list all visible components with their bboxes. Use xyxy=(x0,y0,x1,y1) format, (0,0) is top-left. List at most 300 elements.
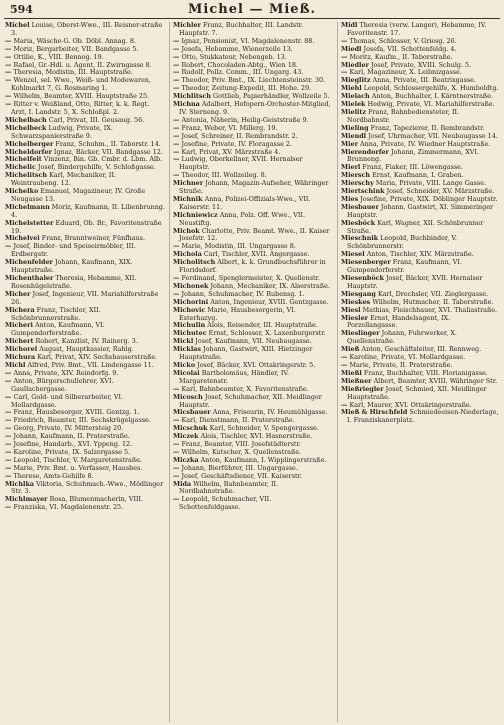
entry-details: Franz, Beamter, VIII. Josefstädterstr. xyxy=(181,440,301,449)
directory-entry xyxy=(173,101,333,117)
entry-details: Josef, Kaufmann, VII. Neubaugasse. xyxy=(195,337,312,346)
entry-details: Adalbert, Hofopern-Orchester-Mitglied, IV. Sterneng. 9. xyxy=(179,100,331,116)
entry-details: Friedrich, Beamter, III. Sechskrügelgasse. xyxy=(13,416,151,425)
entry-details: Josef, Schuhmacher, XII. Meidlinger Hauptstr. xyxy=(179,392,322,409)
entry-details: Moriz, Bergarbeiter, VII. Bandgasse 5. xyxy=(13,44,139,53)
entry-surname: Mielitz xyxy=(341,107,367,116)
entry-surname: Michelvei xyxy=(5,234,40,243)
entry-surname: Micholitsch xyxy=(173,258,216,267)
entry-surname: — xyxy=(5,100,12,109)
entry-surname: Michlmayer xyxy=(5,495,48,504)
entry-surname: Miesbauer xyxy=(341,202,379,211)
entry-details: Josef, Schneider, XV. Märzstraße. xyxy=(386,187,495,196)
directory-column-3 xyxy=(337,22,501,722)
entry-surname: Mießl xyxy=(341,368,362,377)
entry-surname: — xyxy=(173,36,180,45)
entry-details: Wilhelm, Bahnbeamter, II. Nordbahnstraße. xyxy=(179,479,279,496)
entry-details: Ernst, Schlosser, X. Laxenburgerstr. xyxy=(208,329,326,338)
directory-entry xyxy=(341,259,501,275)
entry-details: Johann, Mechaniker, IX. Alserstraße. xyxy=(210,281,330,290)
entry-surname: Miczka xyxy=(173,455,199,464)
entry-surname: — xyxy=(5,503,12,512)
entry-surname: — xyxy=(173,463,180,472)
entry-surname: Miczek xyxy=(173,432,199,441)
entry-surname: Michulin xyxy=(173,321,206,330)
entry-surname: Michelfeit xyxy=(5,155,42,164)
entry-surname: Mida xyxy=(173,479,192,488)
entry-details: Anton, Tischler, XIV. Märzstraße. xyxy=(366,250,474,259)
entry-details: Leopold, Schuhmacher, VII. Schottenfeldgasse. xyxy=(179,495,272,512)
entry-surname: — xyxy=(173,131,180,140)
entry-surname: Miesel xyxy=(341,250,365,259)
directory-entry xyxy=(5,188,165,204)
entry-details: Moritz, Kaufm., II. Taborstraße. xyxy=(349,52,453,61)
entry-details: Ignaz, Bäcker, VII. Bandgasse 12. xyxy=(53,147,163,156)
directory-entry xyxy=(5,125,165,141)
entry-details: Karl, Bahnbeamter, X. Favoritenstraße. xyxy=(181,384,309,393)
entry-details: Johann, Kaufmann, XIX. Hauptstraße. xyxy=(11,258,133,275)
entry-details: Josef, Uhrmacher, VII. Neubaugasse 14. xyxy=(368,131,498,140)
entry-details: Anna, Private, III. Beatrixgasse. xyxy=(372,76,476,85)
entry-surname: — xyxy=(5,416,12,425)
entry-details: Hedwig, Private, VI. Mariahilferstraße. xyxy=(367,100,495,109)
entry-surname: Michert xyxy=(5,337,34,346)
directory-entry xyxy=(341,109,501,125)
entry-details: Ernst, Handelsagent, IX. Porzellangasse. xyxy=(347,313,451,330)
entry-surname: — xyxy=(5,92,12,101)
entry-details: Wilhelm, Kutscher, X. Quellenstraße. xyxy=(181,447,302,456)
entry-details: Josef, Geschäftsdiener, VII. Kaiserstr. xyxy=(181,471,302,480)
directory-entry xyxy=(5,101,165,117)
entry-surname: Michenfelder xyxy=(5,258,53,267)
entry-details: Franz, Hausbesorger, XVIII. Gentzg. 1. xyxy=(13,408,140,417)
entry-surname: Miedl xyxy=(341,44,362,53)
entry-surname: Michola xyxy=(173,250,202,259)
entry-details: Viktoria, Schuhmach.-Wwe., Mödlinger Str. 3. xyxy=(11,479,164,496)
entry-details: Franz, Branntweiner, Fünfhaus. xyxy=(41,234,145,243)
entry-surname: Miesler xyxy=(341,313,369,322)
entry-surname: Mieschnik xyxy=(341,234,379,243)
entry-details: Charlotte, Priv. Beamt. Wwe., II. Kaiser Josefstr. 12. xyxy=(179,226,330,243)
entry-details: Anton, Bürgerschullehrer, XVI. Gaullachergasse. xyxy=(11,376,114,393)
entry-details: Anton, Geschäftsleiter, III. Rennweg. xyxy=(361,345,482,354)
entry-surname: — xyxy=(5,68,12,77)
entry-details: Ignaz, Pensionist, VI. Magdalenenstr. 88. xyxy=(181,36,315,45)
entry-surname: — xyxy=(5,368,12,377)
entry-details: Carl, Gold- und Silberarbeiter, VI. Mollardgasse. xyxy=(11,392,124,409)
entry-surname: — xyxy=(173,289,180,298)
entry-surname: — xyxy=(5,52,12,61)
entry-details: Eduard, Ob. Br., Favoritenstraße 19. xyxy=(11,218,162,235)
entry-surname: Mierendorfer xyxy=(341,147,389,156)
entry-details: Franziska, VI. Magdalenenstr. 25. xyxy=(13,503,124,512)
entry-surname: Miesböck xyxy=(341,218,376,227)
entry-surname: — xyxy=(5,424,12,433)
entry-details: Theresia (verw. Langer), Hebamme, IV. Favoritenstr. 17. xyxy=(347,22,487,37)
entry-surname: Mieß xyxy=(341,345,360,354)
entry-surname: Micsbauer xyxy=(173,408,211,417)
entry-surname: Michelitsch xyxy=(5,171,48,180)
directory-entry xyxy=(173,259,333,275)
entry-details: Thomas, Schlosser, V. Griesg. 26. xyxy=(349,36,457,45)
entry-details: Alfred, Priv. Bmt., VII. Lindengasse 11. xyxy=(27,360,154,369)
entry-surname: — xyxy=(341,400,348,409)
directory-entry xyxy=(173,156,333,172)
entry-surname: Micheri xyxy=(5,321,33,330)
directory-entry xyxy=(341,275,501,291)
entry-details: Johann, Magazin-Aufseher, Währinger Straße. xyxy=(179,179,329,196)
entry-details: Josef, Bindergehilfe, V. Schloßgasse. xyxy=(37,163,156,172)
entry-surname: Michutec xyxy=(173,329,207,338)
entry-details: Marie, Hausbesorgerin, VI. Esterhazyg. xyxy=(179,305,296,322)
entry-details: Wilhelm, Hutmacher, II. Taborstraße. xyxy=(372,297,494,306)
entry-surname: Micko xyxy=(173,360,196,369)
directory-entry xyxy=(173,180,333,196)
entry-surname: — xyxy=(173,440,180,449)
entry-surname: — xyxy=(173,115,180,124)
entry-surname: Micosch xyxy=(173,392,203,401)
entry-details: Albert, Beamter, XVIII. Währinger Str. xyxy=(373,376,498,385)
entry-details: Otto, Stukkateur, Nebengeb. 13. xyxy=(181,52,287,61)
entry-surname: Mickl xyxy=(173,337,194,346)
entry-surname: Michera xyxy=(5,305,35,314)
entry-surname: — xyxy=(173,84,180,93)
entry-surname: Mielach xyxy=(341,92,370,101)
directory-entry xyxy=(5,22,165,38)
entry-surname: — xyxy=(173,416,180,425)
directory-entry xyxy=(341,386,501,402)
directory-entry xyxy=(341,22,501,38)
entry-surname: Mieskes xyxy=(341,297,371,306)
entry-details: Maria, Wäsche-G. Ob. Döbl. Annag. 8. xyxy=(13,36,136,45)
entry-details: Anton, Ingenieur, XVIII. Gentzgasse. xyxy=(210,297,329,306)
entry-surname: — xyxy=(5,44,12,53)
entry-details: Karl, Magazineur, X. Leibnizgasse. xyxy=(349,68,462,77)
entry-details: Ottilie, K., VIII. Bennog. 19. xyxy=(13,52,104,61)
entry-details: Ferdinand, Spenglermeister, X. Quellenstr. xyxy=(181,274,320,282)
entry-surname: — xyxy=(173,171,180,180)
entry-details: Karoline, Private, VI. Mollardgasse. xyxy=(349,353,466,362)
directory-entry xyxy=(5,204,165,220)
entry-surname: Michelbach xyxy=(5,115,47,124)
entry-surname: — xyxy=(5,455,12,464)
directory-entry xyxy=(5,481,165,497)
entry-surname: — xyxy=(341,36,348,45)
entry-details: Theresia, Modistin, III. Hauptstraße. xyxy=(13,68,133,77)
entry-details: Bartholomäus, Händler, IV. Margaretenstr. xyxy=(179,368,289,385)
entry-surname: — xyxy=(341,52,348,61)
entry-details: Josef, Schreiner, II. Rembrandstr. 2. xyxy=(181,131,298,140)
entry-details: Josefine, Private, IV. Floragasse 2. xyxy=(181,139,293,148)
entry-surname: Miesenberger xyxy=(341,258,391,267)
entry-details: Leopold, Schlossergehilfe, X. Humboldtg. xyxy=(363,84,499,93)
entry-details: Johann, Kaufmann, II. Praterstraße. xyxy=(13,432,130,441)
entry-details: Rafael, Gr.-Hdl. u. Agent, II. Zwirngasse 8. xyxy=(13,60,152,69)
entry-details: Franz, Kaufmann, VI. Gumpendorferstr. xyxy=(347,258,462,275)
entry-details: Karl, Drechsler, VII. Zieglergasse. xyxy=(377,289,489,298)
entry-details: Theresia, Hebamme, XII. Rosenhügelstraße. xyxy=(11,274,137,290)
directory-entry xyxy=(5,259,165,275)
directory-entry xyxy=(5,394,165,410)
entry-surname: Michnik xyxy=(173,194,203,203)
directory-entry xyxy=(341,330,501,346)
entry-details: Marie, Priv. Bmt. u. Verfasser, Hausbes. xyxy=(13,463,143,472)
entry-surname: Michonek xyxy=(173,281,209,290)
entry-surname: Michelko xyxy=(5,187,39,196)
entry-details: Johann, Gastwirt, XI. Simmeringer Hauptstr. xyxy=(347,202,494,219)
entry-details: Karl, Dienstmann, II. Praterstraße. xyxy=(181,416,295,425)
entry-surname: — xyxy=(341,353,348,362)
directory-entry xyxy=(341,204,501,220)
entry-details: Leopold, Tischler, V. Margaretenstraße. xyxy=(13,455,142,464)
entry-surname: — xyxy=(173,155,180,164)
entry-details: Alois, Reisender, III. Hauptstraße. xyxy=(207,321,318,330)
entry-details: Wilhelm, Beamter, XVIII. Hauptstraße 25. xyxy=(13,92,150,101)
entry-details: Karl, Mechaniker, II. Weintraubeng. 12. xyxy=(11,171,116,188)
entry-surname: — xyxy=(5,447,12,456)
entry-surname: Miesenböck xyxy=(341,274,384,282)
entry-details: Theodor, Priv. Bmt., IX. Liechtensteinstr. 30. xyxy=(181,76,326,85)
entry-surname: Michelberger xyxy=(5,139,54,148)
entry-details: Marie, Private, II. Praterstraße. xyxy=(349,360,453,369)
entry-surname: — xyxy=(5,76,12,85)
entry-surname: Michlka xyxy=(5,479,35,488)
entry-surname: — xyxy=(173,139,180,148)
directory-entry xyxy=(5,77,165,93)
directory-entry xyxy=(173,370,333,386)
entry-surname: Miendl xyxy=(341,131,367,140)
entry-surname: Mies xyxy=(341,194,359,203)
entry-surname: — xyxy=(5,440,12,449)
entry-details: Therese, Amts-Gehilfe 8. xyxy=(13,471,94,480)
directory-entry xyxy=(5,307,165,323)
entry-details: Josef, Bäcker, XVI. Ottakringerstr. 5. xyxy=(197,360,316,369)
entry-details: Anna, Private, IV. Wiedner Hauptstraße. xyxy=(359,139,491,148)
entry-details: Anna, Private, XIV. Reindorfg. 9. xyxy=(13,368,119,377)
entry-details: Josef, Ingenieur, VII. Mariahilferstraße 26. xyxy=(11,289,159,306)
entry-details: Franz, Tapezierer, II. Rembrandstr. xyxy=(370,123,485,132)
entry-surname: — xyxy=(5,242,12,251)
entry-surname: Michura xyxy=(5,353,36,362)
entry-details: Josefa, Hebamme, Wienerzeile 13. xyxy=(181,44,293,53)
entry-surname: Michner xyxy=(173,179,204,188)
entry-surname: Micolai xyxy=(173,368,200,377)
entry-details: Franz, Weber, VI. Millerg. 19. xyxy=(181,123,278,132)
entry-details: Mathias, Fleischhauer, XVI. Thaliastraße. xyxy=(362,305,498,314)
directory-entry xyxy=(341,315,501,331)
directory-entry xyxy=(173,228,333,244)
directory-entry xyxy=(341,220,501,236)
entry-details: Josef, Bäcker, XVII. Hernalser Hauptstr. xyxy=(347,274,483,290)
entry-surname: — xyxy=(173,471,180,480)
entry-surname: Mielek xyxy=(341,100,366,109)
entry-details: Robert, Kanzlist, IV. Rainerg. 3. xyxy=(35,337,138,346)
entry-details: Josefine, Handarb., XVI. Yppeng. 12. xyxy=(13,440,133,449)
entry-surname: Michenthaler xyxy=(5,274,54,282)
entry-details: Schmiedeeisen-Niederlage, I. Franziskanerplatz. xyxy=(347,408,499,425)
directory-entry xyxy=(341,149,501,165)
entry-surname: Mieling xyxy=(341,123,369,132)
entry-details: Karl, Privat, XV. Märzstraße 4. xyxy=(181,147,281,156)
directory-column-1 xyxy=(5,22,165,722)
entry-surname: Michl xyxy=(5,360,26,369)
entry-details: Emanuel, Magazineur, IV. Große Neugasse 13. xyxy=(11,187,146,203)
entry-details: Karl, Schneider, V. Spengergasse. xyxy=(209,424,319,433)
entry-surname: Mieglitz xyxy=(341,76,371,85)
entry-details: Franz, Fiaker, III. Löwengasse. xyxy=(362,163,463,172)
entry-details: Ludwig, Private, IX. Schwarzspanierstraße 9. xyxy=(11,123,113,140)
entry-surname: — xyxy=(173,147,180,156)
entry-surname: Miehl xyxy=(341,84,362,93)
entry-surname: Miesgang xyxy=(341,289,376,298)
entry-surname: — xyxy=(173,52,180,61)
directory-column-2 xyxy=(169,22,333,722)
directory-entry xyxy=(5,378,165,394)
entry-surname: — xyxy=(173,68,180,77)
entry-details: August, Hauptkassier, Rahlg. xyxy=(39,345,134,354)
entry-details: Josef, Binder- und Speiseirmöbler, III. Erdbergstr. xyxy=(11,242,136,259)
entry-surname: Michovic xyxy=(173,305,206,314)
entry-surname: Mierl xyxy=(341,163,361,172)
directory-entry xyxy=(341,409,501,425)
entry-surname: Micheldorfer xyxy=(5,147,52,156)
entry-details: Carl, Privat, III. Geusaug. 56. xyxy=(48,115,145,124)
entry-details: Johann, Schuhmacher, IV. Rubensg. 1. xyxy=(181,289,305,298)
entry-details: Moriz, Kaufmann, II. Lilienbrunng. 4. xyxy=(11,202,165,219)
entry-details: Rudolf, Pollz. Comm., III. Ungarg. 43. xyxy=(181,68,304,77)
entry-details: Karl, Privat, XIV. Sechshauserstraße. xyxy=(37,353,158,362)
entry-surname: Michna xyxy=(173,100,200,109)
entry-details: Anton, Kaufmann, VI. Gumpendorferstraße. xyxy=(11,321,105,338)
directory-entry xyxy=(173,496,333,512)
entry-details: Ernst, Kaufmann, I. Graben. xyxy=(372,171,464,180)
entry-surname: — xyxy=(341,360,348,369)
directory-entry xyxy=(5,275,165,291)
directory-entry xyxy=(173,307,333,323)
entry-details: Rosa, Blumenmacherin, VIII. xyxy=(49,495,144,504)
entry-surname: — xyxy=(5,432,12,441)
entry-surname: Micher xyxy=(5,289,31,298)
entry-surname: — xyxy=(5,376,12,385)
directory-entry xyxy=(5,291,165,307)
entry-surname: Miedler xyxy=(341,60,369,69)
directory-entry xyxy=(173,346,333,362)
entry-details: Leopold, Buchbinder, V. Schönbrunnerstr. xyxy=(347,234,457,251)
entry-surname: — xyxy=(173,123,180,132)
entry-surname: — xyxy=(5,408,12,417)
entry-surname: — xyxy=(5,60,12,69)
entry-details: Franz, Buchhalter, III. Landstr. Hauptstr. 7. xyxy=(179,22,304,37)
entry-surname: Micschuk xyxy=(173,424,208,433)
entry-surname: — xyxy=(173,60,180,69)
directory-entry xyxy=(5,220,165,236)
entry-surname: — xyxy=(5,392,12,401)
entry-surname: Michelstetter xyxy=(5,218,54,227)
entry-surname: Mießriegler xyxy=(341,384,384,393)
entry-details: Carl, Tischler, XVII. Angergasse. xyxy=(203,250,310,259)
entry-details: Albert, k. k. Grundbuchsführer in Floridsdorf. xyxy=(179,258,326,275)
entry-surname: Miertschink xyxy=(341,187,385,196)
entry-details: Gottlieb, Papierhändler, Wollzeile 5. xyxy=(213,92,330,101)
entry-details: Franz, Buchhalter, VIII. Florianigasse. xyxy=(363,368,488,377)
entry-details: Johann, Bierführer, III. Ungargasse. xyxy=(181,463,298,472)
entry-details: Johann, Zimmermann, XVI. Brunneng. xyxy=(347,147,479,164)
entry-surname: — xyxy=(173,242,180,251)
entry-details: Josefa, VII. Schottenfeldg. 4. xyxy=(363,44,457,53)
entry-surname: — xyxy=(173,44,180,53)
entry-surname: Michorel xyxy=(5,345,38,354)
entry-details: Alois, Tischler, XVI. Hasnerstraße. xyxy=(200,432,313,441)
entry-surname: Miersch xyxy=(341,171,371,180)
entry-details: Karoline, Private, IX. Salzergasse 5. xyxy=(13,447,131,456)
directory-entry xyxy=(173,394,333,410)
entry-details: Robert, Chocoladen-Abtg., Wien 18. xyxy=(181,60,298,69)
entry-details: Anna, Polz. Off. Wwe., VII. Neustiftg. xyxy=(179,210,305,227)
entry-surname: — xyxy=(173,274,180,282)
directory-entry xyxy=(173,481,333,497)
entry-details: Theodor, Zeitung-Expedit, III. Hohe. 29. xyxy=(181,84,312,93)
entry-surname: — xyxy=(173,76,180,85)
header-divider xyxy=(4,18,500,19)
entry-details: Josef, Schmied, XII. Meidlinger Hauptstraße. xyxy=(347,384,487,401)
entry-surname: Michelic xyxy=(5,163,36,172)
page-number: 594 xyxy=(10,3,33,16)
entry-surname: Mier xyxy=(341,139,358,148)
entry-surname: Michniewicz xyxy=(173,210,218,219)
page-header xyxy=(4,2,500,18)
entry-surname: Michelbeck xyxy=(5,123,47,132)
entry-surname: Mießner xyxy=(341,376,372,385)
entry-surname: Mierschy xyxy=(341,179,374,188)
entry-surname: Mieslinger xyxy=(341,329,380,338)
entry-details: Anton, Buchhalter, I. Kärntnerstraße. xyxy=(371,92,493,101)
directory-entry xyxy=(173,22,333,38)
directory-entry xyxy=(5,504,165,512)
entry-details: Anna, Friseurin, IV. Heumühlgasse. xyxy=(212,408,328,417)
entry-surname: Michelmann xyxy=(5,202,50,211)
entry-details: Ritter v. Weißland, Otto, Ritter, k. k. Regt. Arzt, I. Landstr. 5, X. Schloßpl. 2. xyxy=(11,100,150,116)
directory-entry xyxy=(5,322,165,338)
entry-surname: — xyxy=(173,495,180,504)
entry-details: Karl, Maurer, XVI. Ottakringerstraße. xyxy=(349,400,472,409)
entry-details: Franz, Tischler, XII. Schönbrunnerstraße. xyxy=(11,305,101,322)
entry-surname: Michler xyxy=(173,22,201,29)
entry-details: Johann, Fuhrwerker, X. Quellenstraße. xyxy=(347,329,457,346)
entry-surname: Michlitsch xyxy=(173,92,211,101)
entry-details: Josef, Private, XVIII. Schulg. 5. xyxy=(370,60,472,69)
entry-surname: — xyxy=(341,68,348,77)
directory-entry xyxy=(5,243,165,259)
entry-surname: Midl xyxy=(341,22,358,29)
entry-surname: Micklas xyxy=(173,345,201,354)
directory-entry xyxy=(5,172,165,188)
entry-surname: Michok xyxy=(173,226,200,235)
entry-surname: — xyxy=(173,384,180,393)
entry-surname: Miesl xyxy=(341,305,361,314)
entry-surname: Mieß & Hirschfeld xyxy=(341,408,408,417)
entry-surname: — xyxy=(5,471,12,480)
entry-details: Antonia, Näherin, Heilig-Geiststraße 9. xyxy=(181,115,309,124)
entry-details: Franz, Bahnbediensteter, II. Nordbahnstr. xyxy=(347,107,460,124)
entry-details: Marie, Modistin, III. Ungargasse 8. xyxy=(181,242,296,251)
entry-details: Anton, Kaufmann, I. Wipplingerstraße. xyxy=(200,455,327,464)
entry-details: Georg, Private, IV. Mittersteig 20. xyxy=(13,424,124,433)
entry-details: Theodor, III. Wollzeileg. 8. xyxy=(181,171,267,180)
entry-details: Ludwig, Oberkellner, XVII. Hernalser Hauptstr. xyxy=(179,155,303,172)
entry-surname: Michorini xyxy=(173,297,209,306)
directory-entry xyxy=(173,196,333,212)
directory-columns xyxy=(5,22,501,722)
